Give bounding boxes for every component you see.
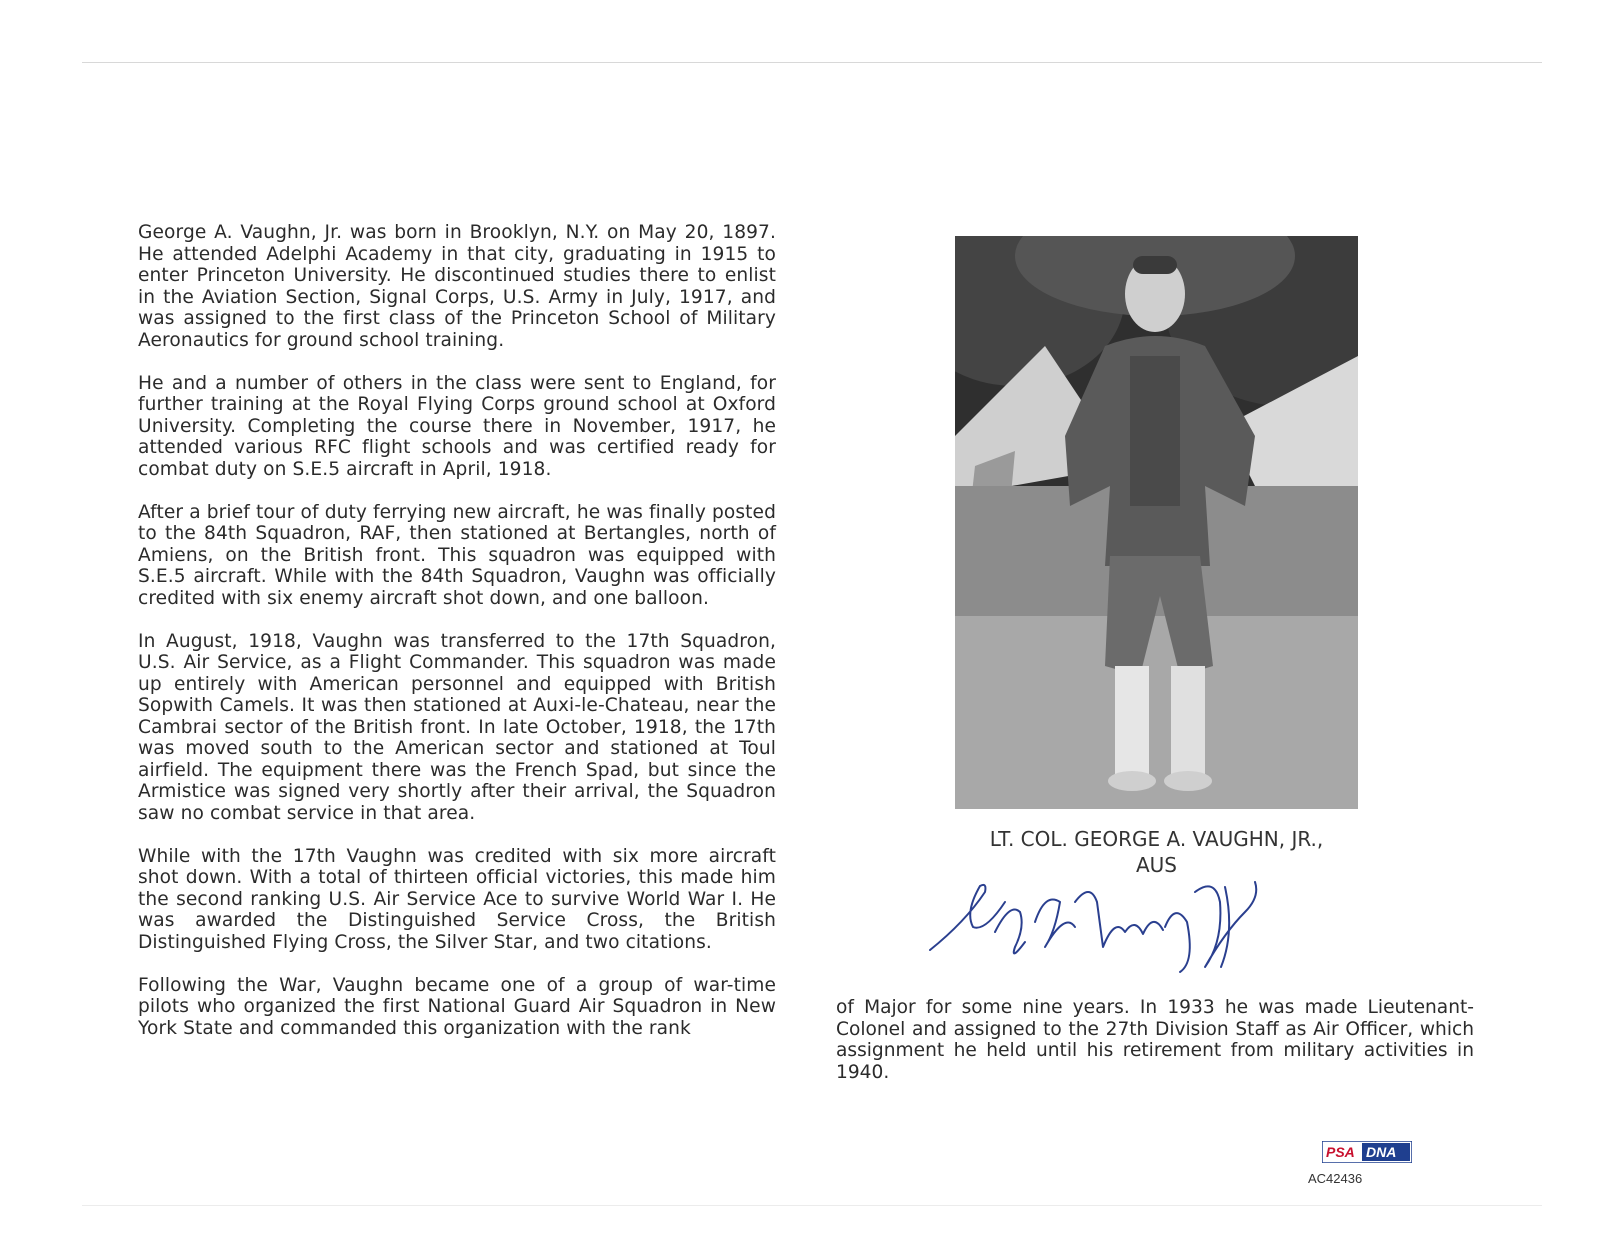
bio-paragraph-3: After a brief tour of duty ferrying new aircraft, he was finally posted to the 84th Squadron, RAF, then stationed at Bertangles, north of Amiens, on the British front. This squadron was equipped with S.E.5 aircraft. While with the 84th Squadron, Vaughn was officially credited with six enemy aircraft shot down, and one balloon.	[138, 501, 776, 609]
bottom-rule	[82, 1205, 1542, 1206]
biography-right-column	[836, 997, 1474, 1083]
biography-left-column	[138, 222, 776, 1061]
photo-caption	[955, 826, 1358, 878]
handwritten-signature-icon	[925, 872, 1295, 974]
psa-dna-logo	[1322, 1141, 1412, 1163]
portrait-photo-icon	[955, 236, 1358, 809]
certificate-number: AC42436	[1308, 1171, 1363, 1186]
svg-text:DNA: DNA	[1366, 1144, 1397, 1160]
bio-paragraph-1: George A. Vaughn, Jr. was born in Brooklyn, N.Y. on May 20, 1897. He attended Adelphi Academy in that city, graduating in 1915 to enter Princeton University. He discontinued studies there to enlist in the Aviation Section, Signal Corps, U.S. Army in July, 1917, and was assigned to the first class of the Princeton School of Military Aeronautics for ground school training.	[138, 222, 776, 351]
bio-paragraph-4: In August, 1918, Vaughn was transferred to the 17th Squadron, U.S. Air Service, as a Flight Commander. This squadron was made up entirely with American personnel and equipped with British Sopwith Camels. It was then stationed at Auxi-le-Chateau, near the Cambrai sector of the British front. In late October, 1918, the 17th was moved south to the American sector and stationed at Toul airfield. The equipment there was the French Spad, but since the Armistice was signed very shortly after their arrival, the Squadron saw no combat service in that area.	[138, 630, 776, 824]
caption-line-1: LT. COL. GEORGE A. VAUGHN, JR.,	[989, 827, 1324, 851]
top-rule	[82, 62, 1542, 63]
bio-continuation: of Major for some nine years. In 1933 he was made Lieutenant-Colonel and assigned to the 27th Division Staff as Air Officer, which assignment he held until his retirement from military activities in 1940.	[836, 997, 1474, 1083]
bio-paragraph-5: While with the 17th Vaughn was credited with six more aircraft shot down. With a total of thirteen official victories, this made him the second ranking U.S. Air Service Ace to survive World War I. He was awarded the Distinguished Service Cross, the British Distinguished Flying Cross, the Silver Star, and two citations.	[138, 845, 776, 953]
svg-text:PSA: PSA	[1326, 1144, 1355, 1160]
caption-line-2: AUS	[1135, 853, 1177, 877]
bio-paragraph-6: Following the War, Vaughn became one of a group of war-time pilots who organized the first National Guard Air Squadron in New York State and commanded this organization with the rank	[138, 974, 776, 1039]
bio-paragraph-2: He and a number of others in the class were sent to England, for further training at the Royal Flying Corps ground school at Oxford University. Completing the course there in November, 1917, he attended various RFC flight schools and was certified ready for combat duty on S.E.5 aircraft in April, 1918.	[138, 372, 776, 480]
